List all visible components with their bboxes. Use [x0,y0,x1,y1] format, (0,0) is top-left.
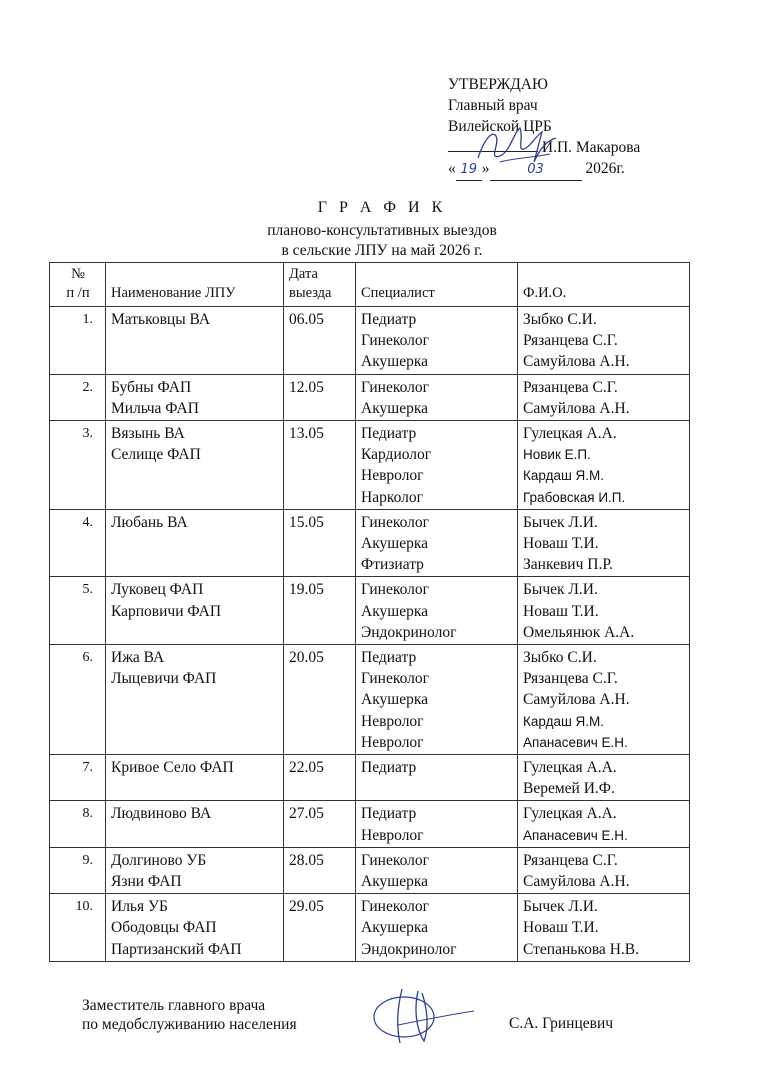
row-number-text: 8. [82,806,93,822]
person-name: Новаш Т.И. [523,602,599,620]
approver-organization: Вилейской ЦРБ [448,118,552,135]
table-row [50,374,690,420]
specialist-name: Акушерка [361,535,428,553]
person-name: Рязанцева С.Г. [523,670,618,688]
specialist-name: Гинеколог [361,898,429,916]
cell-specialists [356,577,518,645]
row-number-text: 4. [82,514,93,530]
row-number [50,894,106,962]
visit-date: 28.05 [289,851,324,869]
person-name: Рязанцева С.Г. [523,332,618,350]
person-name: Занкевич П.Р. [523,556,613,574]
approver-signature-icon [470,118,560,178]
row-number [50,847,106,893]
cell-specialists [356,374,518,420]
cell-specialists [356,645,518,755]
document-title: Г Р А Ф И К [317,199,447,216]
row-number [50,577,106,645]
person-name: Кардаш Я.М. [523,468,605,484]
specialist-name: Невролог [361,733,424,751]
header-specialist: Специалист [356,263,518,307]
specialist-name: Педиатр [361,805,417,823]
specialist-name: Нарколог [361,488,423,506]
cell-date [284,509,356,577]
person-name: Самуйлова А.Н. [523,873,630,891]
person-name: Грабовская И.П. [523,489,626,505]
cell-specialists [356,801,518,847]
row-number [50,509,106,577]
row-number-text: 5. [82,582,93,598]
cell-specialists [356,894,518,962]
specialist-name: Эндокринолог [361,623,457,641]
specialist-name: Гинеколог [361,670,429,688]
specialist-name: Акушерка [361,399,428,417]
specialist-name: Фтизиатр [361,556,424,574]
header-date-line2: выезда [289,285,332,301]
row-number-text: 9. [82,852,93,868]
facility-name: Мильча ФАП [111,399,199,417]
table-row [50,755,690,801]
cell-facility [106,374,284,420]
person-name: Гулецкая А.А. [523,425,617,443]
row-number [50,421,106,510]
cell-fio [518,421,690,510]
approval-heading: УТВЕРЖДАЮ [448,76,548,93]
person-name: Апанасевич Е.Н. [523,734,628,750]
facility-name: Кривое Село ФАП [111,759,234,777]
specialist-name: Гинеколог [361,851,429,869]
header-date-line1: Дата [289,266,318,282]
table-row [50,847,690,893]
cell-facility [106,307,284,375]
visit-date: 13.05 [289,425,324,443]
facility-name: Язни ФАП [111,873,182,891]
approver-name: И.П. Макарова [541,139,641,156]
person-name: Новаш Т.И. [523,535,599,553]
cell-date [284,645,356,755]
visit-date: 19.05 [289,581,324,599]
header-name: Наименование ЛПУ [106,263,284,307]
row-number-text: 10. [75,899,93,915]
cell-specialists [356,307,518,375]
row-number-text: 7. [82,760,93,776]
person-name: Веремей И.Ф. [523,780,615,798]
person-name: Гулецкая А.А. [523,759,617,777]
person-name: Бычек Л.И. [523,581,598,599]
person-name: Новик Е.П. [523,447,591,463]
person-name: Бычек Л.И. [523,513,598,531]
facility-name: Вязынь ВА [111,425,185,443]
person-name: Рязанцева С.Г. [523,851,618,869]
cell-facility [106,421,284,510]
facility-name: Людвиново ВА [111,805,212,823]
document-subtitle: планово-консультативных выездов [267,222,497,239]
row-number [50,645,106,755]
specialist-name: Акушерка [361,873,428,891]
facility-name: Любань ВА [111,513,188,531]
header-number [50,263,106,307]
person-name: Гулецкая А.А. [523,805,617,823]
specialist-name: Гинеколог [361,513,429,531]
specialist-name: Гинеколог [361,378,429,396]
person-name: Зыбко С.И. [523,311,597,328]
table-row [50,801,690,847]
row-number [50,307,106,375]
specialist-name: Гинеколог [361,581,429,599]
specialist-name: Невролог [361,467,424,485]
cell-fio [518,894,690,962]
cell-facility [106,847,284,893]
date-quote-open: « [448,160,456,177]
footer-position-line2: по медобслуживанию населения [82,1016,297,1033]
date-quote-close: » [481,160,490,177]
cell-date [284,847,356,893]
cell-specialists [356,847,518,893]
specialist-name: Невролог [361,712,424,730]
row-number [50,755,106,801]
footer-position [82,996,297,1034]
visit-date: 20.05 [289,649,324,667]
facility-name: Илья УБ [111,898,168,916]
cell-fio [518,307,690,375]
cell-facility [106,894,284,962]
specialist-name: Педиатр [361,759,417,777]
specialist-name: Акушерка [361,919,428,937]
facility-name: Луковец ФАП [111,581,204,599]
table-header-row [50,263,690,307]
table-row [50,421,690,510]
footer-signer: С.А. Гринцевич [509,1015,614,1032]
row-number-text: 6. [82,650,93,666]
cell-fio [518,509,690,577]
date-year: 2026г. [585,160,625,177]
header-fio: Ф.И.О. [518,263,690,307]
specialist-name: Педиатр [361,425,417,443]
document-period: в сельские ЛПУ на май 2026 г. [281,242,483,259]
cell-fio [518,374,690,420]
cell-facility [106,577,284,645]
person-name: Степанькова Н.В. [523,940,639,958]
person-name: Омельянюк А.А. [523,623,635,641]
cell-facility [106,755,284,801]
header-number-line1: № [71,266,85,282]
specialist-name: Акушерка [361,353,428,371]
visit-date: 15.05 [289,513,324,531]
facility-name: Матьковцы ВА [111,311,211,328]
facility-name: Селище ФАП [111,446,201,464]
schedule-table [49,262,690,962]
row-number-text: 1. [82,312,93,327]
person-name: Самуйлова А.Н. [523,691,630,709]
specialist-name: Невролог [361,826,424,844]
facility-name: Партизанский ФАП [111,940,242,958]
person-name: Самуйлова А.Н. [523,399,630,417]
visit-date: 27.05 [289,805,324,823]
table-row [50,645,690,755]
specialist-name: Акушерка [361,691,428,709]
footer-position-line1: Заместитель главного врача [82,997,266,1014]
table-body [50,307,690,962]
person-name: Бычек Л.И. [523,898,598,916]
table-row [50,577,690,645]
cell-date [284,374,356,420]
cell-fio [518,847,690,893]
table-row [50,307,690,375]
header-date [284,263,356,307]
cell-fio [518,645,690,755]
visit-date: 06.05 [289,311,324,328]
specialist-name: Педиатр [361,649,417,667]
specialist-name: Педиатр [361,311,417,328]
row-number [50,801,106,847]
person-name: Апанасевич Е.Н. [523,827,628,843]
cell-specialists [356,421,518,510]
person-name: Рязанцева С.Г. [523,378,618,396]
facility-name: Бубны ФАП [111,378,192,396]
person-name: Новаш Т.И. [523,919,599,937]
approver-position: Главный врач [448,97,538,114]
cell-date [284,421,356,510]
specialist-name: Гинеколог [361,332,429,350]
cell-date [284,801,356,847]
cell-fio [518,577,690,645]
row-number-text: 3. [82,426,93,442]
table-row [50,509,690,577]
cell-date [284,894,356,962]
cell-specialists [356,755,518,801]
date-day: 19 [456,159,482,181]
row-number [50,374,106,420]
cell-facility [106,645,284,755]
person-name: Самуйлова А.Н. [523,353,630,371]
facility-name: Долгиново УБ [111,851,207,869]
cell-date [284,307,356,375]
cell-fio [518,755,690,801]
facility-name: Ободовцы ФАП [111,919,217,937]
cell-date [284,755,356,801]
specialist-name: Кардиолог [361,446,432,464]
header-number-line2: п /п [66,285,90,301]
specialist-name: Акушерка [361,602,428,620]
cell-date [284,577,356,645]
cell-facility [106,509,284,577]
table-row [50,894,690,962]
deputy-signature-icon [368,985,478,1047]
cell-fio [518,801,690,847]
facility-name: Лыцевичи ФАП [111,670,217,688]
visit-date: 29.05 [289,898,324,916]
specialist-name: Эндокринолог [361,940,457,958]
date-month: 03 [490,159,582,181]
cell-specialists [356,509,518,577]
cell-facility [106,801,284,847]
facility-name: Карповичи ФАП [111,602,222,620]
person-name: Кардаш Я.М. [523,713,605,729]
visit-date: 22.05 [289,759,324,777]
person-name: Зыбко С.И. [523,649,597,667]
visit-date: 12.05 [289,378,324,396]
row-number-text: 2. [82,379,93,395]
facility-name: Ижа ВА [111,649,165,667]
